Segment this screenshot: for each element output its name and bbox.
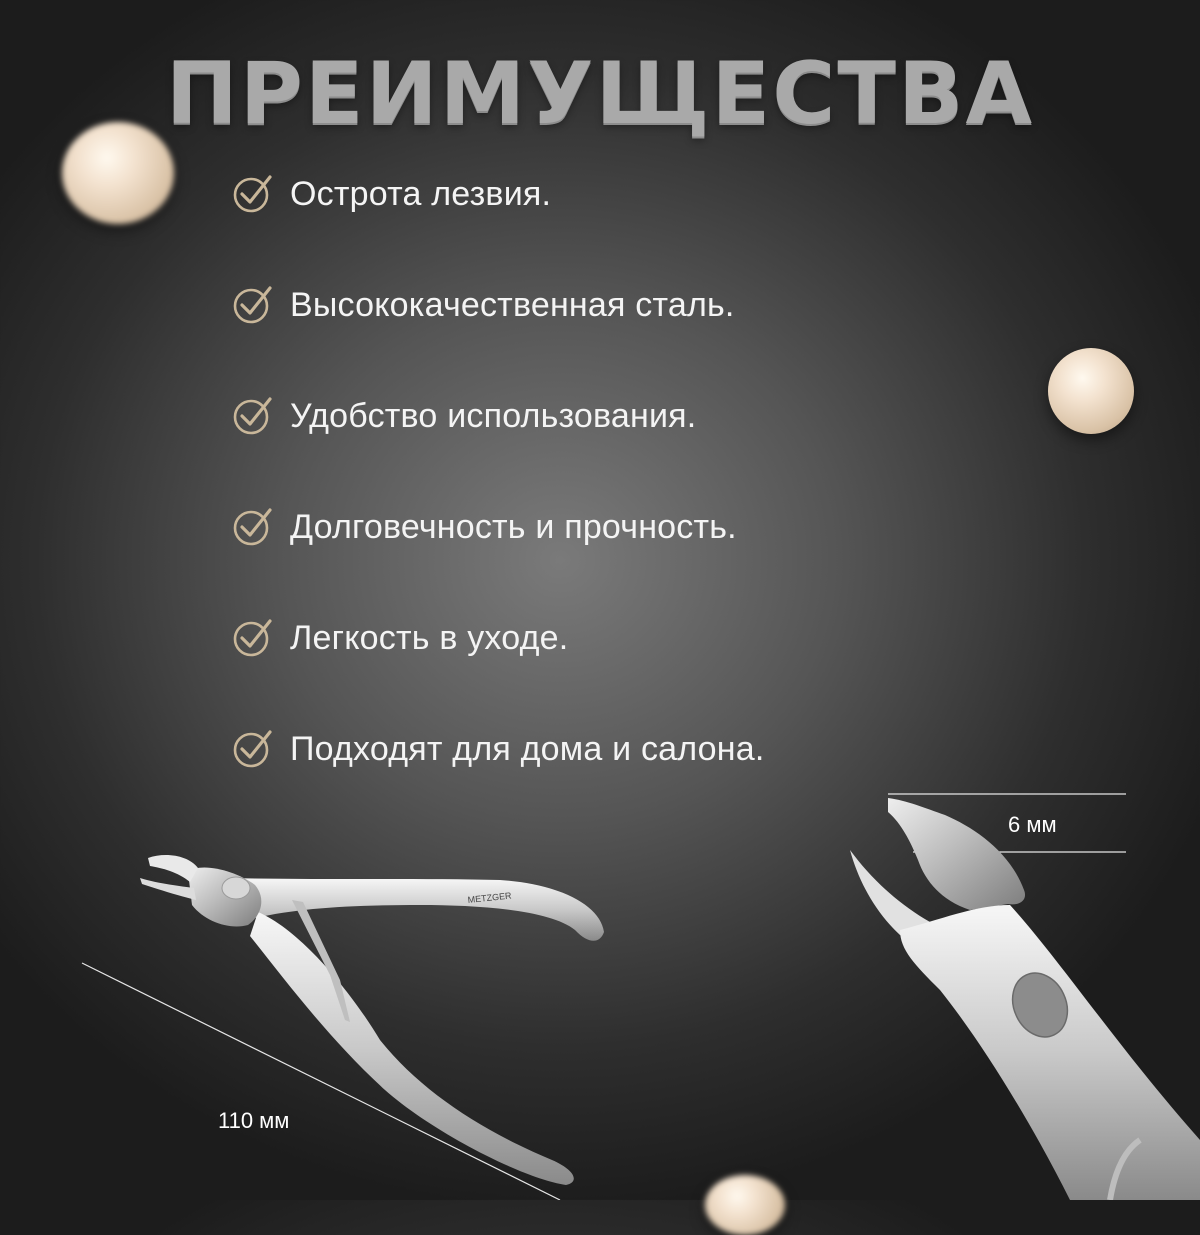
length-dimension-label: 110 мм — [218, 1108, 290, 1133]
cuticle-nipper-closeup — [850, 798, 1200, 1200]
feature-label: Легкость в уходе. — [290, 619, 569, 657]
feature-label: Высококачественная сталь. — [290, 286, 735, 324]
feature-label: Удобство использования. — [290, 397, 697, 435]
feature-label: Острота лезвия. — [290, 175, 552, 213]
blade-dimension-label: 6 мм — [1008, 812, 1057, 837]
page-title: ПРЕИМУЩЕСТВА — [165, 44, 1035, 144]
feature-label: Подходят для дома и салона. — [290, 730, 765, 768]
brand-logo: METZGER — [467, 890, 512, 905]
feature-label: Долговечность и прочность. — [290, 508, 737, 546]
cuticle-nipper-side-view — [140, 855, 604, 1185]
